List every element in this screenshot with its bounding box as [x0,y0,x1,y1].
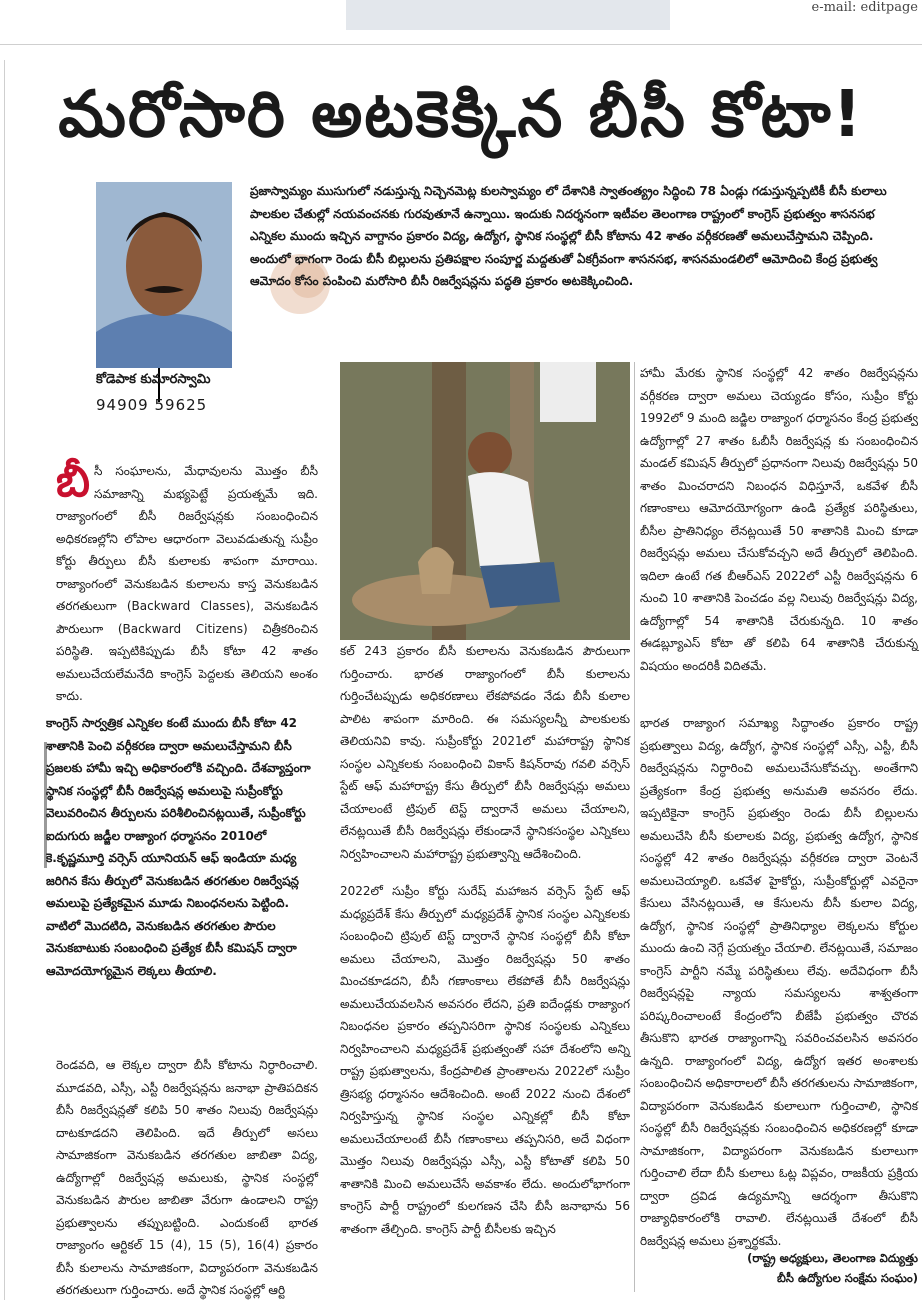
author-phone: 94909 59625 [96,396,208,414]
highlight-text: కాంగ్రెస్ సార్వత్రిక ఎన్నికల కంటే ముందు బీసీ కోటా 42 శాతానికి పెంచి వర్గీకరణ ద్వారా అమలుచేస్తామని బీసీ ప్రజలకు హామీ ఇచ్చి అధికారంలోకి వచ్చింది. దేశవ్యాప్తంగా స్థానిక సంస్థల్లో బీసీ రిజర్వేషన్ల అమలుపై సుప్రీంకోర్టు వెలువరించిన తీర్పులను పరిశీలించినట్లయితే, సుప్రీంకోర్టు ఐదుగురు జడ్జీల రాజ్యాంగ ధర్మాసనం 2010లో కె.కృష్ణమూర్తి వర్సెస్ యూనియన్ ఆఫ్ ఇండియా మధ్య జరిగిన కేసు తీర్పులో వెనుకబడిన తరగతుల రిజర్వేషన్ల అమలుపై ప్రత్యేకమైన మూడు నిబంధనలను పెట్టింది. వాటిలో మొదటిది, వెనుకబడిన తరగతుల పౌరుల వెనుకబాటుకు సంబంధించి ప్రత్యేక బీసీ కమిషన్ ద్వారా ఆమోదయోగ్యమైన లెక్కలు తీయాలి. [46,716,311,978]
column-3-bottom [640,712,918,1252]
credit-line-1: (రాష్ట్ర అధ్యక్షులు, తెలంగాణ విద్యుత్తు [747,1251,918,1265]
highlight-box [46,712,326,982]
email-label: e-mail: editpage [811,0,918,15]
credit-line-2: బీసీ ఉద్యోగుల సంక్షేమ సంఘం) [777,1271,918,1285]
top-bar [0,0,922,45]
column-2-bottom [340,880,630,1240]
col1-paragraph-2: రెండవది, ఆ లెక్కల ద్వారా బీసీ కోటాను నిర్ధారించాలి. మూడవది, ఎస్సీ, ఎస్టీ రిజర్వేషన్లను జనాభా ప్రాతిపదికన బీసీ రిజర్వేషన్లతో కలిపి 50 శాతం నిలువు రిజర్వేషన్లు దాటకూడదని తెలిపింది. ఇదే తీర్పులో అసలు సామాజికంగా వెనుకబడిన తరగతుల జాబితా విద్య, ఉద్యోగాల్లో రిజర్వేషన్ల అమలుకు, స్థానిక సంస్థల్లో వెనుకబడిన పౌరుల జాబితా వేరుగా ఉండాలని రాష్ట్ర ప్రభుత్వాలను తప్పుబట్టింది. ఎందుకంటే భారత రాజ్యాంగం ఆర్టికల్ 15 (4), 15 (5), 16(4) ప్రకారం బీసీ కులాలను సామాజికంగా, విద్యాపరంగా వెనుకబడిన తరగతులుగా గుర్తించారు. అదే స్థానిక సంస్థల్లో ఆర్టి [56,1058,318,1297]
author-photo [96,182,232,368]
author-portrait [96,182,232,368]
intro-paragraph [250,180,910,293]
headline: మరోసారి అటకెక్కిన బీసీ కోటా! [58,78,864,152]
column-1 [56,456,318,708]
potter-photo [340,362,630,640]
intro-text: ప్రజాస్వామ్యం ముసుగులో నడుస్తున్న నిచ్చెనమెట్ల కులస్వామ్యం లో దేశానికి స్వాతంత్య్రం సిద్ధించి 78 ఏండ్లు గడుస్తున్నప్పటికీ బీసీ కులాలు పాలకుల చేతుల్లో నయవంచనకు గురవుతూనే ఉన్నాయి. ఇందుకు నిదర్శనంగా ఇటీవల తెలంగాణ రాష్ట్రంలో కాంగ్రెస్ ప్రభుత్వం శాసనసభ ఎన్నికల ముందు ఇచ్చిన వాగ్దానం ప్రకారం విద్య, ఉద్యోగ, స్థానిక సంస్థల్లో బీసీ కోటాను 42 శాతం వర్గీకరణతో అమలుచేస్తామని చెప్పింది. అందులో భాగంగా రెండు బీసీ బిల్లులను ప్రతిపక్షాల సంపూర్ణ మద్దతుతో ఏకగ్రీవంగా శాసనసభ, శాసనమండలిలో ఆమోదించి కేంద్ర ప్రభుత్వ ఆమోదం కోసం పంపించి మరోసారి బీసీ రిజర్వేషన్లను పద్ధతి ప్రకారం అటకెక్కించింది. [250,184,887,288]
column-1-bottom [56,1054,318,1302]
author-credit [690,1248,918,1288]
dropcap: బీ [56,456,90,507]
col2-paragraph-1: కల్ 243 ప్రకారం బీసీ కులాలను వెనుకబడిన పౌరులుగా గుర్తించారు. భారత రాజ్యాంగంలో బీసీ కులాలను గుర్తించేటప్పుడు అధికరణాలు లేకపోవడం నేడు బీసీ కులాల పాలిట శాపంగా మారింది. ఈ సమస్యలన్నీ పాలకులకు తెలియనివి కావు. సుప్రీంకోర్టు 2021లో మహారాష్ట్ర స్థానిక సంస్థల ఎన్నికలకు సంబంధించి వికాస్ కిషన్‌రావు గవలి వర్సెస్ స్టేట్ ఆఫ్ మహారాష్ట్ర కేసు తీర్పులో బీసీ రిజర్వేషన్లు అమలు చేయాలంటే ట్రిపుల్ టెస్ట్ ద్వారానే అమలు చేయాలని, లేనట్లయితే బీసీ రిజర్వేషన్లు లేకుండానే స్థానికసంస్థల ఎన్నికలు నిర్వహించాలని మహారాష్ట్ర ప్రభుత్వాన్ని ఆదేశించింది. [340,644,630,861]
col1-paragraph-1: సీ సంఘాలను, మేధావులను మొత్తం బీసీ సమాజాన్ని మభ్యపెట్టే ప్రయత్నమే ఇది. రాజ్యాంగంలో బీసీ రిజర్వేషన్లకు సంబంధించిన అధికరణల్లోని లోపాల ఆధారంగా వెలువడుతున్న సుప్రీం కోర్టు తీర్పులు బీసీ కులాలకు శాపంగా మారాయి. రాజ్యాంగంలో వెనుకబడిన కులాలను కాస్త వెనుకబడిన తరగతులుగా (Backward Classes), వెనుకబడిన పౌరులుగా (Backward Citizens) చిత్రీకరించిన పరిస్థితి. ఇప్పటికిప్పుడు బీసీ కోటా 42 శాతం అమలుచేయలేమనేది కాంగ్రెస్ పెద్దలకు తెలియని అంశం కాదు. [56,464,318,703]
col2-paragraph-2: 2022లో సుప్రీం కోర్టు సురేష్ మహాజన వర్సెస్ స్టేట్ ఆఫ్ మధ్యప్రదేశ్ కేసు తీర్పులో మధ్యప్రదేశ్ స్థానిక సంస్థల ఎన్నికలకు సంబంధించి ట్రిపుల్ టెస్ట్ ద్వారానే స్థానిక సంస్థల్లో బీసీ కోటా అమలు చేయాలని, మొత్తం రిజర్వేషన్లు 50 శాతం మించకూడదని, బీసీ గణాంకాలు లేకపోతే బీసీ రిజర్వేషన్లు అమలుచేయవలసిన అవసరం లేదని, ప్రతి ఐదేండ్లకు రాజ్యాంగ నిబంధనల ప్రకారం తప్పనిసరిగా స్థానిక సంస్థలకు ఎన్నికలు నిర్వహించాలని మధ్యప్రదేశ్ ప్రభుత్వంతో సహా దేశంలోని అన్ని రాష్ట్ర ప్రభుత్వాలను, కేంద్రపాలిత ప్రాంతాలను 2022లో సుప్రీం త్రిసభ్య ధర్మాసనం ఆదేశించింది. అంటే 2022 నుంచి దేశంలో నిర్వహిస్తున్న స్థానిక సంస్థల ఎన్నికల్లో బీసీ కోటా అమలుచేయాలంటే బీసీ గణాంకాలు తప్పనిసరి, అదే విధంగా మొత్తం నిలువు రిజర్వేషన్లు ఎస్సీ, ఎస్టీ కోటాతో కలిపి 50 శాతానికి మించి అమలుచేసే అవకాశం లేదు. అందులోభాగంగా కాంగ్రెస్ పార్టీ రాష్ట్రంలో కులగణన చేసి బీసీ జనాభాను 56 శాతంగా తేల్చింది. కాంగ్రెస్ పార్టీ బీసీలకు ఇచ్చిన [340,884,630,1236]
column-3 [640,362,918,677]
author-block [96,372,296,414]
top-tab [346,0,670,30]
left-rule [4,60,5,1300]
author-name: కోడెపాక కుమారస్వామి [96,372,211,387]
col3-paragraph-1: హామీ మేరకు స్థానిక సంస్థల్లో 42 శాతం రిజర్వేషన్లను వర్గీకరణ ద్వారా అమలు చెయ్యడం కోసం, సుప్రీం కోర్టు 1992లో 9 మంది జడ్జిల రాజ్యాంగ ధర్మాసనం కేంద్ర ప్రభుత్వ ఉద్యోగాల్లో 27 శాతం ఓబీసీ రిజర్వేషన్ల కు సంబంధించిన మండల్ కమిషన్ తీర్పులో ప్రధానంగా నిలువు రిజర్వేషన్లు 50 శాతం మించరాదని నిబంధన విధిస్తూనే, ఒకవేళ బీసీ గణాంకాలు ఆమోదయోగ్యంగా ఉండి ప్రత్యేక పరిస్థితులు, బీసీల ప్రాతినిధ్యం లేనట్లయితే 50 శాతానికి మించి కూడా రిజర్వేషన్లు అమలు చేసుకోవచ్చని అదే తీర్పులో తెలిపింది. ఇదిలా ఉంటే గత బీఆర్ఎస్ 2022లో ఎస్టీ రిజర్వేషన్లను 6 నుంచి 10 శాతానికి పెంచడం వల్ల నిలువు రిజర్వేషన్లు విద్య, ఉద్యోగాల్లో 54 శాతానికి చేరుకున్నది. 10 శాతం ఈడబ్ల్యూఎస్ కోటా తో కలిపి 64 శాతానికి చేరుకున్న విషయం అందరికీ విదితమే. [640,366,918,673]
col3-paragraph-2: భారత రాజ్యాంగ సమాఖ్య సిద్ధాంతం ప్రకారం రాష్ట్ర ప్రభుత్వాలు విద్య, ఉద్యోగ, స్థానిక సంస్థల్లో ఎస్సీ, ఎస్టీ, బీసీ రిజర్వేషన్లను నిర్ధారించి అమలుచేసుకోవచ్చు. అంతేగాని ప్రత్యేకంగా కేంద్ర ప్రభుత్వ అనుమతి అవసరం లేదు. ఇప్పటికైనా కాంగ్రెస్ ప్రభుత్వం రెండు బీసీ బిల్లులను అమలుచేసి బీసీ కులాలకు విద్య, ప్రభుత్వ ఉద్యోగ, స్థానిక సంస్థల్లో 42 శాతం రిజర్వేషన్లు వర్గీకరణ ద్వారా వెంటనే అమలుచెయ్యాలి. ఒకవేళ హైకోర్టు, సుప్రీంకోర్టుల్లో ఎవరైనా కేసులు వేసినట్లయితే, ఆ కేసులను బీసీ కులాల విద్య, ఉద్యోగ, స్థానిక సంస్థల్లో ప్రాతినిధ్యాల లెక్కలను కోర్టుల ముందు ఉంచి నెగ్గే ప్రయత్నం చేయాలి. లేనట్లయితే, సమాజం కాంగ్రెస్ పార్టీని నమ్మే పరిస్థితులు లేవు. అదేవిధంగా బీసీ రిజర్వేషన్లపై న్యాయ సమస్యలను శాశ్వతంగా పరిష్కరించాలంటే కేంద్రంలోని బీజేపీ ప్రభుత్వం చొరవ తీసుకొని భారత రాజ్యాంగాన్ని సవరించవలసిన అవసరం ఉన్నది. రాజ్యాంగంలో విద్య, ఉద్యోగ ఇతర అంశాలకు సంబంధించిన అధికారాలలో బీసీ తరగతులను సామాజికంగా, విద్యాపరంగా వెనుకబడిన కులాలుగా గుర్తించాలి, స్థానిక సంస్థల్లో బీసీ రిజర్వేషన్లకు సంబంధించిన అధికరణల్లో కూడా సామాజికంగా, విద్యాపరంగా వెనుకబడిన కులాలుగా గుర్తించాలి లేదా బీసీ కులాలు ఓట్ల విప్లవం, రాజకీయ ప్రక్రియ ద్వారా ద్రవిడ ఉద్యమాన్ని ఆదర్శంగా తీసుకొని రాజ్యాధికారంలోకి రావాలి. లేనట్లయితే దేశంలో బీసీ రిజర్వేషన్ల అమలు ప్రశ్నార్థకమే. [640,716,918,1248]
potter-illustration [340,362,630,640]
column-2 [340,640,630,865]
column-divider [634,362,635,1292]
